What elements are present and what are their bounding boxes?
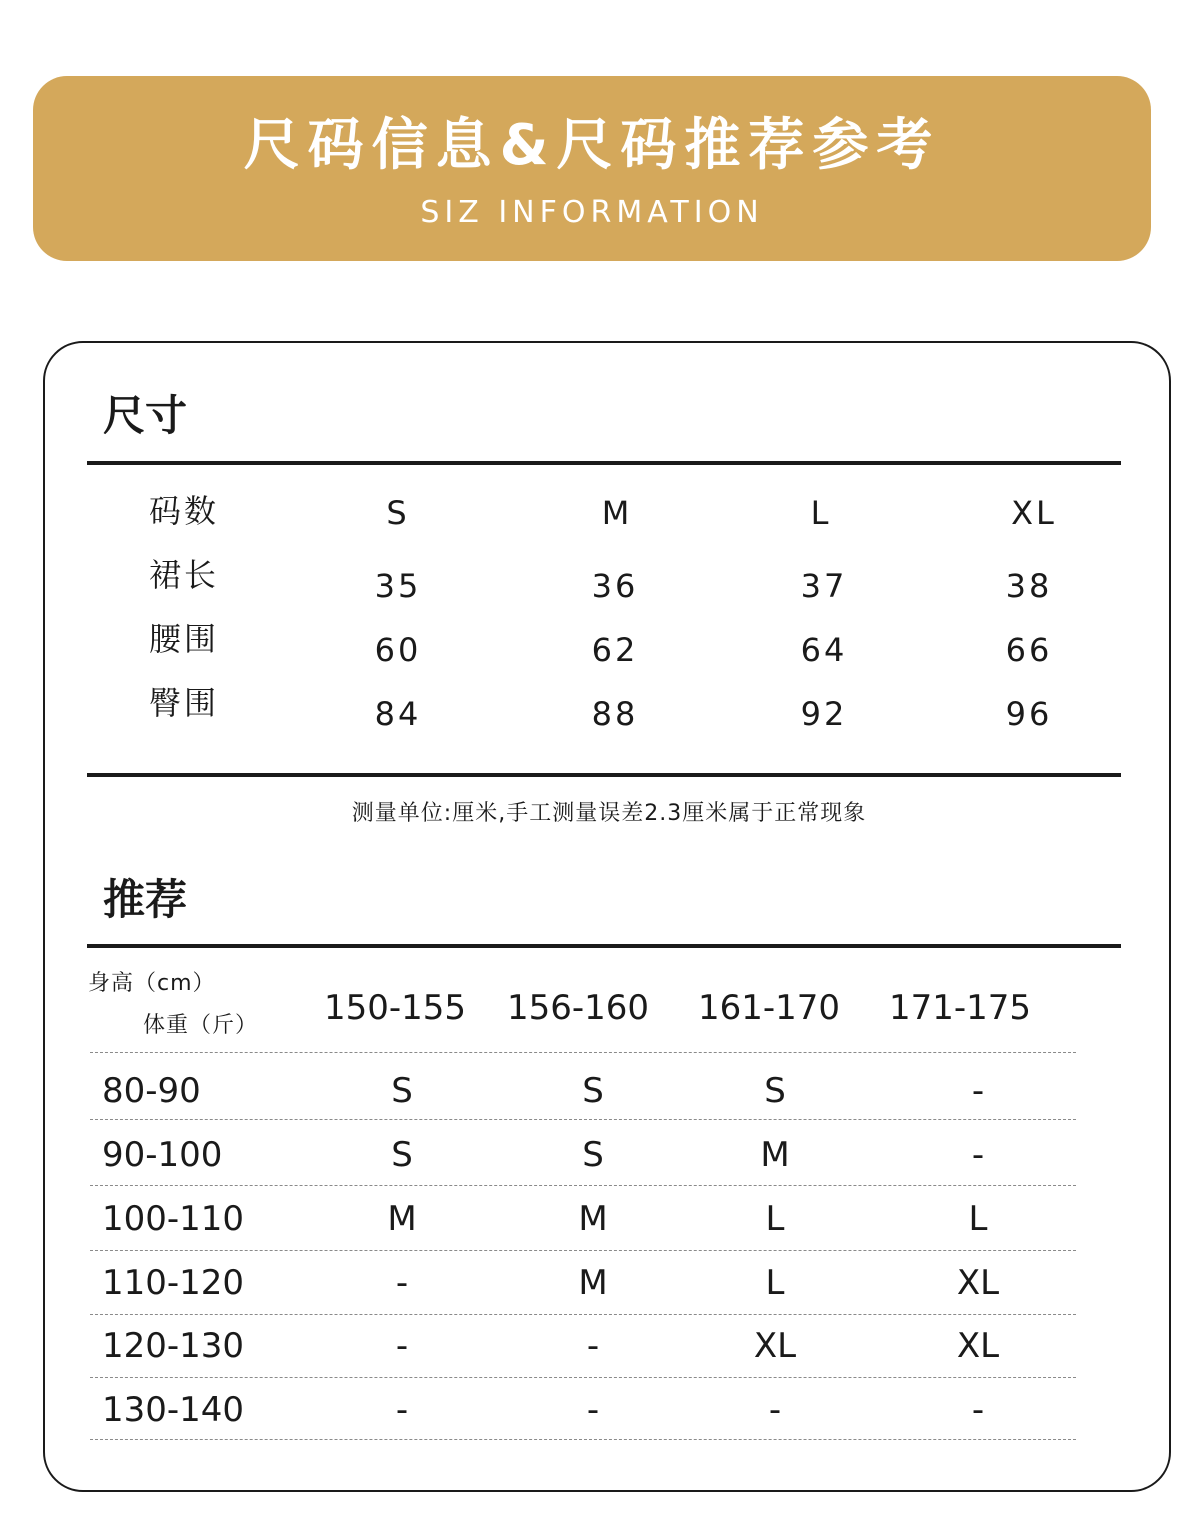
- size-header-xl: XL: [1011, 494, 1057, 532]
- recommend-cell: -: [971, 1135, 985, 1175]
- size-header-m: M: [601, 494, 633, 532]
- recommend-cell: -: [768, 1390, 782, 1430]
- recommend-cell: -: [395, 1263, 409, 1303]
- size-header-l: L: [810, 494, 832, 532]
- height-range-header: 156-160: [506, 988, 650, 1028]
- size-cell: 62: [591, 631, 639, 669]
- row-divider: [90, 1314, 1076, 1315]
- recommend-cell: XL: [956, 1326, 1000, 1366]
- recommend-cell: -: [395, 1390, 409, 1430]
- weight-range-label: 110-120: [102, 1263, 245, 1303]
- size-cell: 37: [800, 567, 848, 605]
- size-cell: 88: [591, 695, 639, 733]
- size-cell: 66: [1005, 631, 1053, 669]
- size-card: [43, 341, 1171, 1492]
- row-divider: [90, 1377, 1076, 1378]
- size-cell: 35: [374, 567, 422, 605]
- row-divider: [90, 1439, 1076, 1440]
- weight-range-label: 90-100: [102, 1135, 223, 1175]
- size-cell: 64: [800, 631, 848, 669]
- weight-range-label: 120-130: [102, 1326, 245, 1366]
- weight-range-label: 130-140: [102, 1390, 245, 1430]
- recommend-cell: M: [578, 1263, 608, 1303]
- recommend-cell: S: [391, 1135, 413, 1175]
- recommend-cell: -: [971, 1071, 985, 1111]
- row-divider: [90, 1185, 1076, 1186]
- recommend-cell: -: [971, 1390, 985, 1430]
- recommend-cell: XL: [753, 1326, 797, 1366]
- recommend-cell: S: [391, 1071, 413, 1111]
- weight-range-label: 100-110: [102, 1199, 245, 1239]
- recommend-cell: L: [968, 1199, 988, 1239]
- banner-title: 尺码信息&尺码推荐参考: [243, 113, 941, 178]
- recommend-cell: S: [582, 1071, 604, 1111]
- size-cell: 60: [374, 631, 422, 669]
- recommend-cell: S: [764, 1071, 786, 1111]
- title-banner: [33, 76, 1151, 261]
- recommend-cell: -: [586, 1326, 600, 1366]
- measurement-note: 测量单位:厘米,手工测量误差2.3厘米属于正常现象: [351, 801, 867, 826]
- recommend-heading: 推荐: [103, 875, 188, 924]
- size-cell: 96: [1005, 695, 1053, 733]
- size-header-s: S: [386, 494, 410, 532]
- size-top-rule: [87, 461, 1121, 465]
- weight-range-label: 80-90: [102, 1071, 201, 1111]
- size-header-label: 码数: [149, 492, 220, 530]
- recommend-cell: XL: [956, 1263, 1000, 1303]
- height-range-header: 161-170: [697, 988, 841, 1028]
- size-row-label: 裙长: [149, 556, 220, 594]
- size-row-label: 臀围: [149, 684, 220, 722]
- recommend-cell: M: [760, 1135, 790, 1175]
- recommend-top-rule: [87, 944, 1121, 948]
- recommend-cell: M: [578, 1199, 608, 1239]
- recommend-cell: -: [586, 1390, 600, 1430]
- row-divider: [90, 1250, 1076, 1251]
- recommend-cell: L: [765, 1199, 785, 1239]
- row-divider: [90, 1052, 1076, 1053]
- size-heading: 尺寸: [103, 391, 188, 440]
- recommend-cell: -: [395, 1326, 409, 1366]
- banner-subtitle: SIZ INFORMATION: [420, 195, 764, 230]
- recommend-cell: M: [387, 1199, 417, 1239]
- corner-height-label: 身高（cm）: [88, 971, 216, 996]
- size-row-label: 腰围: [149, 620, 220, 658]
- row-divider: [90, 1119, 1076, 1120]
- height-range-header: 171-175: [888, 988, 1032, 1028]
- size-cell: 84: [374, 695, 422, 733]
- size-cell: 36: [591, 567, 639, 605]
- corner-weight-label: 体重（斤）: [143, 1013, 259, 1038]
- size-cell: 38: [1005, 567, 1053, 605]
- height-range-header: 150-155: [323, 988, 467, 1028]
- size-cell: 92: [800, 695, 848, 733]
- recommend-cell: L: [765, 1263, 785, 1303]
- recommend-cell: S: [582, 1135, 604, 1175]
- size-bottom-rule: [87, 773, 1121, 777]
